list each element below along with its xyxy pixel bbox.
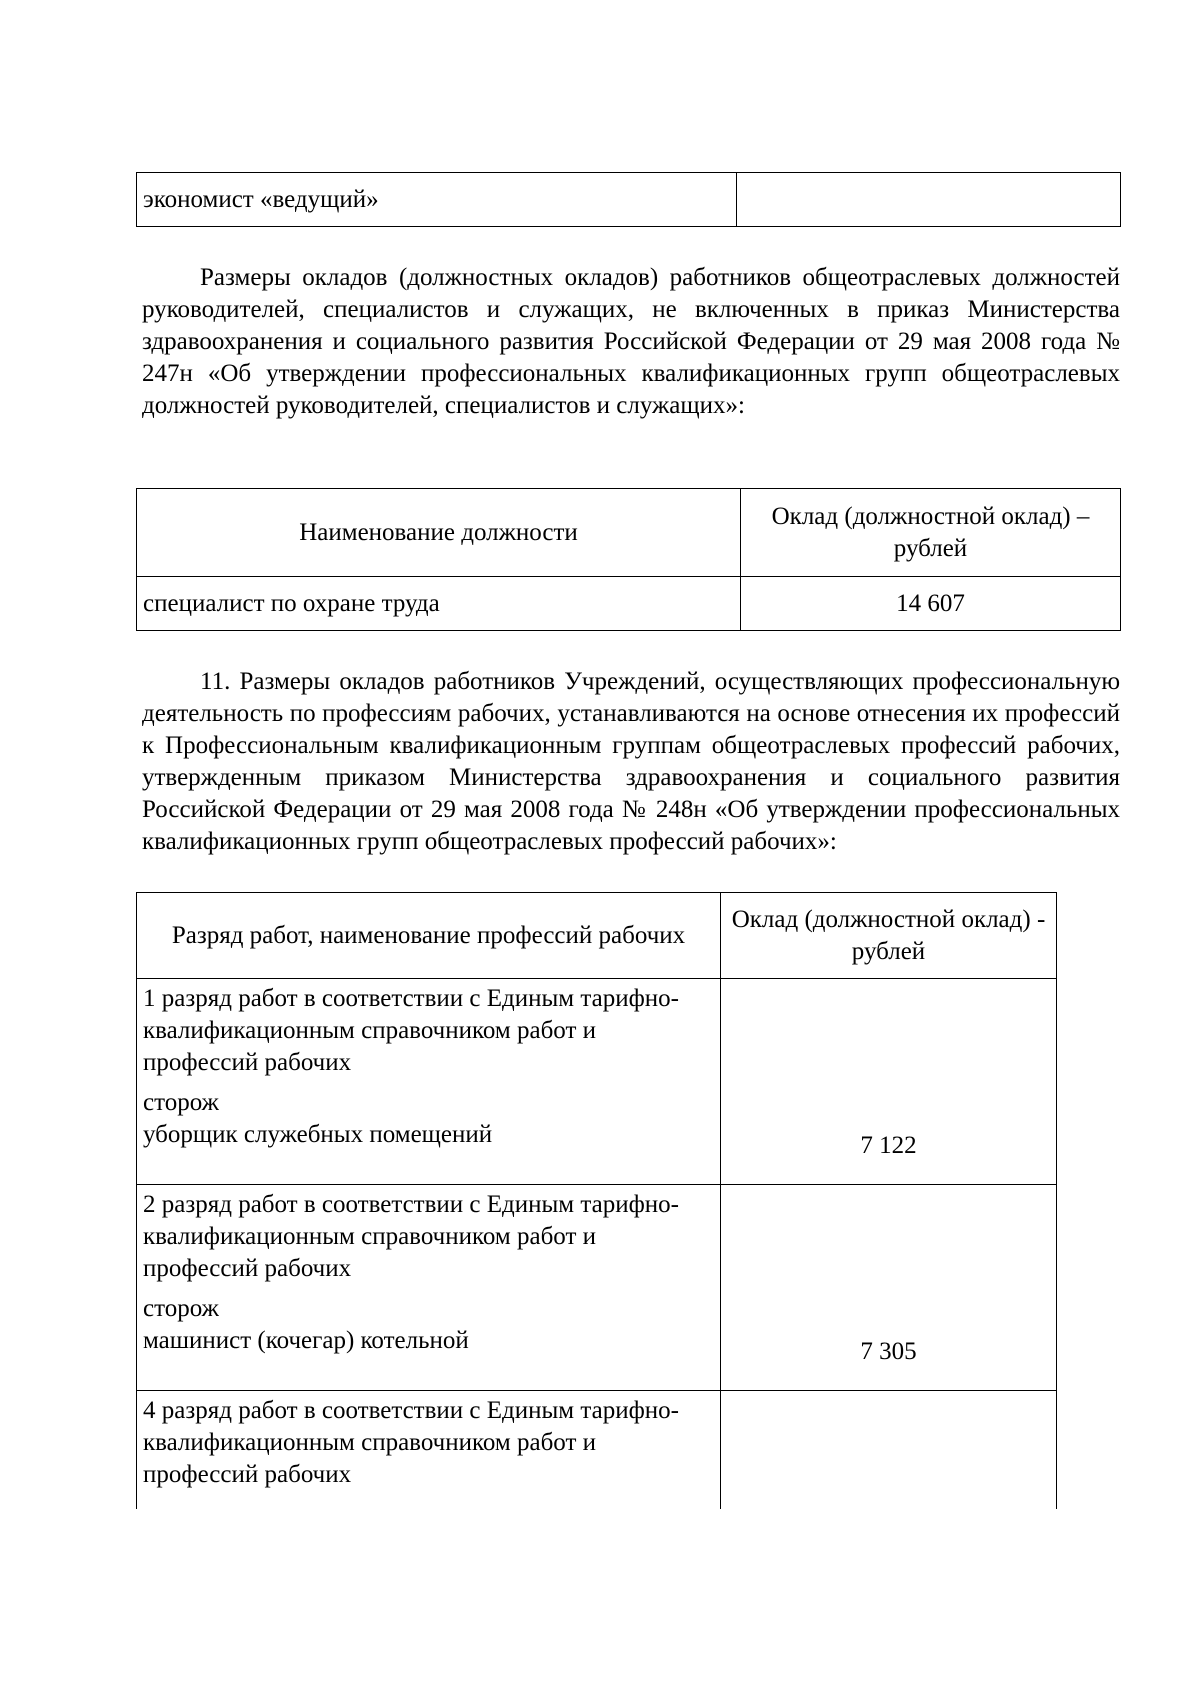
table-row bbox=[137, 979, 1057, 1185]
table-header-row bbox=[137, 893, 1057, 979]
salary-value: 7 305 bbox=[860, 1338, 917, 1365]
position-name-cell: экономист «ведущий» bbox=[137, 173, 737, 227]
grade-description: 2 разряд работ в соответствии с Единым тарифно-квалификационным справочником работ и профессий рабочих bbox=[143, 1191, 679, 1282]
profession-item: сторож bbox=[143, 1295, 219, 1322]
grade-cell bbox=[137, 979, 721, 1185]
position-name-cell: специалист по охране труда bbox=[137, 577, 741, 631]
salary-cell bbox=[721, 979, 1057, 1185]
paragraph-item-11: 11. Размеры окладов работников Учреждений, осуществляющих профессиональную деятельность по профессиям рабочих, устанавливаются на основе отнесения их профессий к Профессиональным квалификационным группам общеотраслевых профессий рабочих, утвержденным приказом Министерства здравоохранения и социального развития Российской Федерации от 29 мая 2008 года № 248н «Об утверждении профессиональных квалификационных групп общеотраслевых профессий рабочих»: bbox=[142, 668, 1120, 855]
paragraph-general-positions: Размеры окладов (должностных окладов) работников общеотраслевых должностей руководителей, специалистов и служащих, не включенных в приказ Министерства здравоохранения и социального развития Российской Федерации от 29 мая 2008 года № 247н «Об утверждении профессиональных квалификационных групп общеотраслевых должностей руководителей, специалистов и служащих»: bbox=[142, 264, 1120, 419]
grade-cell bbox=[137, 1185, 721, 1391]
header-salary: Оклад (должностной оклад) – рублей bbox=[741, 489, 1121, 577]
salary-cell: 14 607 bbox=[741, 577, 1121, 631]
general-positions-table bbox=[136, 488, 1121, 631]
header-salary: Оклад (должностной оклад) - рублей bbox=[721, 893, 1057, 979]
salary-cell bbox=[737, 173, 1121, 227]
grade-cell bbox=[137, 1391, 721, 1509]
salary-cell bbox=[721, 1391, 1057, 1509]
salary-value: 7 122 bbox=[860, 1132, 917, 1159]
header-grade-profession: Разряд работ, наименование профессий рабочих bbox=[137, 893, 721, 979]
salary-cell bbox=[721, 1185, 1057, 1391]
table-row bbox=[137, 173, 1121, 227]
table-header-row bbox=[137, 489, 1121, 577]
table-row bbox=[137, 1185, 1057, 1391]
header-position-name: Наименование должности bbox=[137, 489, 741, 577]
worker-professions-table bbox=[136, 892, 1057, 1509]
grade-description: 4 разряд работ в соответствии с Единым тарифно-квалификационным справочником работ и профессий рабочих bbox=[143, 1397, 679, 1488]
table-row bbox=[137, 577, 1121, 631]
grade-description: 1 разряд работ в соответствии с Единым тарифно-квалификационным справочником работ и профессий рабочих bbox=[143, 985, 679, 1076]
continued-table bbox=[136, 172, 1121, 227]
profession-item: сторож bbox=[143, 1089, 219, 1116]
profession-item: уборщик служебных помещений bbox=[143, 1121, 493, 1148]
table-row bbox=[137, 1391, 1057, 1509]
profession-item: машинист (кочегар) котельной bbox=[143, 1327, 469, 1354]
